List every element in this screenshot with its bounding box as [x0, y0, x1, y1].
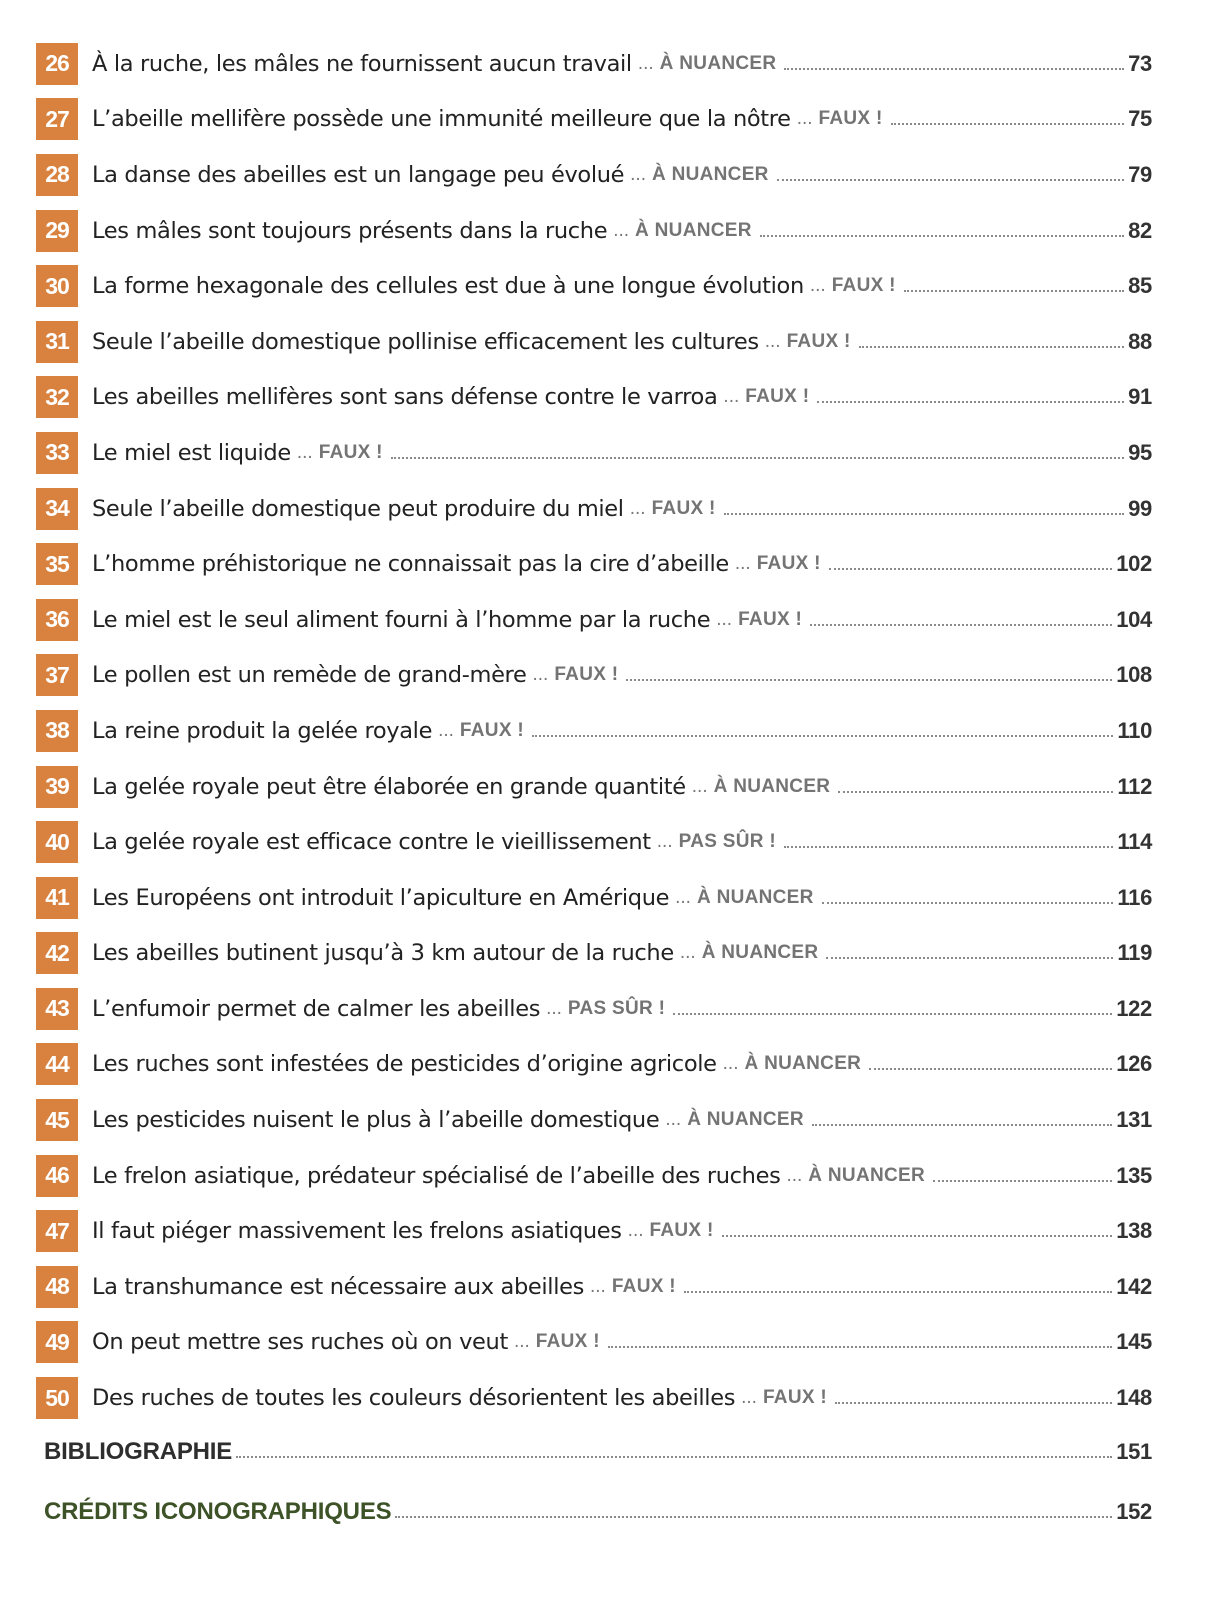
entry-verdict: FAUX !: [762, 1387, 828, 1409]
entry-ellipsis: ...: [546, 997, 562, 1019]
entry-number-badge: 43: [36, 988, 78, 1030]
dot-leader: [869, 1068, 1112, 1070]
entry-title: À la ruche, les mâles ne fournissent aucun travail: [92, 50, 632, 77]
entry-number-badge: 30: [36, 265, 78, 307]
entry-title: L’abeille mellifère possède une immunité meilleure que la nôtre: [92, 106, 791, 133]
entry-page-number: 99: [1128, 495, 1152, 521]
entry-verdict: PAS SÛR !: [567, 997, 666, 1019]
entry-number-badge: 46: [36, 1155, 78, 1197]
dot-leader: [236, 1456, 1112, 1458]
entry-verdict: À NUANCER: [687, 1109, 804, 1131]
entry-title: Les abeilles butinent jusqu’à 3 km autour de la ruche: [92, 940, 674, 967]
entry-verdict: FAUX !: [738, 608, 803, 630]
dot-leader: [722, 1235, 1113, 1237]
entry-title: Le pollen est un remède de grand-mère: [92, 662, 527, 689]
entry-verdict: À NUANCER: [701, 942, 819, 964]
entry-ellipsis: ...: [630, 163, 646, 185]
entry-title: La forme hexagonale des cellules est due à une longue évolution: [92, 273, 804, 300]
dot-leader: [829, 568, 1112, 570]
dot-leader: [684, 1291, 1112, 1293]
entry-number-badge: 32: [36, 376, 78, 418]
toc-entry[interactable]: [36, 258, 1152, 314]
entry-page-number: 110: [1117, 717, 1152, 743]
entry-title: Les ruches sont infestées de pesticides d’origine agricole: [92, 1051, 717, 1078]
entry-verdict: À NUANCER: [659, 52, 777, 74]
entry-number-badge: 36: [36, 599, 78, 641]
entry-page-number: 82: [1128, 217, 1152, 243]
toc-entry[interactable]: [36, 536, 1152, 592]
dot-leader: [933, 1180, 1112, 1182]
entry-number-badge: 42: [36, 932, 78, 974]
entry-title: Des ruches de toutes les couleurs désorientent les abeilles: [92, 1385, 736, 1412]
entry-number-badge: 37: [36, 654, 78, 696]
bibliography-page-number: 151: [1116, 1439, 1152, 1464]
toc-entry[interactable]: [36, 147, 1152, 203]
dot-leader: [760, 235, 1124, 237]
entry-number-badge: 27: [36, 98, 78, 140]
entry-ellipsis: ...: [532, 664, 549, 686]
entry-ellipsis: ...: [656, 831, 673, 853]
dot-leader: [822, 902, 1114, 904]
toc-entry[interactable]: [36, 1203, 1152, 1259]
dot-leader: [532, 735, 1113, 737]
entry-number-badge: 39: [36, 766, 78, 808]
credits-page-number: 152: [1116, 1499, 1152, 1524]
toc-entry[interactable]: [36, 1037, 1152, 1093]
entry-verdict: À NUANCER: [696, 886, 814, 908]
dot-leader: [817, 401, 1124, 403]
entry-verdict: FAUX !: [786, 330, 851, 352]
entry-page-number: 88: [1128, 328, 1152, 354]
entry-number-badge: 44: [36, 1043, 78, 1085]
entry-page-number: 104: [1116, 606, 1152, 632]
entry-ellipsis: ...: [438, 719, 454, 741]
toc-entry[interactable]: [36, 1315, 1152, 1371]
entry-ellipsis: ...: [796, 108, 813, 130]
toc-entry[interactable]: [36, 870, 1152, 926]
entry-verdict: À NUANCER: [713, 775, 831, 797]
dot-leader: [891, 123, 1125, 125]
entry-page-number: 112: [1117, 773, 1152, 799]
entry-number-badge: 34: [36, 488, 78, 530]
entry-number-badge: 50: [36, 1377, 78, 1419]
dot-leader: [835, 1402, 1112, 1404]
dot-leader: [395, 1516, 1112, 1518]
entry-number-badge: 47: [36, 1210, 78, 1252]
toc-entry[interactable]: [36, 648, 1152, 704]
entry-verdict: À NUANCER: [808, 1164, 925, 1186]
toc-entries: [36, 36, 1152, 1426]
dot-leader: [391, 457, 1124, 459]
entry-title: La danse des abeilles est un langage peu évolué: [92, 161, 625, 188]
toc-entry[interactable]: [36, 981, 1152, 1037]
entry-verdict: FAUX !: [756, 553, 821, 575]
toc-entry[interactable]: [36, 759, 1152, 815]
entry-verdict: FAUX !: [831, 275, 896, 297]
entry-title: Les pesticides nuisent le plus à l’abeille domestique: [92, 1107, 660, 1134]
entry-ellipsis: ...: [764, 330, 781, 352]
dot-leader: [826, 957, 1113, 959]
entry-verdict: FAUX !: [651, 497, 716, 519]
entry-page-number: 116: [1117, 884, 1152, 910]
entry-title: La gelée royale est efficace contre le vieillissement: [92, 829, 651, 856]
entry-verdict: FAUX !: [554, 664, 619, 686]
entry-ellipsis: ...: [723, 386, 740, 408]
dot-leader: [777, 179, 1124, 181]
dot-leader: [838, 791, 1113, 793]
entry-ellipsis: ...: [637, 52, 654, 74]
entry-title: Il faut piéger massivement les frelons asiatiques: [92, 1218, 622, 1245]
toc-entry[interactable]: [36, 926, 1152, 982]
entry-ellipsis: ...: [786, 1164, 803, 1186]
entry-ellipsis: ...: [675, 886, 691, 908]
entry-page-number: 85: [1128, 273, 1152, 299]
table-of-contents: [36, 36, 1152, 1426]
dot-leader: [784, 846, 1113, 848]
entry-number-badge: 33: [36, 432, 78, 474]
toc-entry[interactable]: [36, 425, 1152, 481]
entry-page-number: 79: [1128, 161, 1152, 187]
entry-title: Les mâles sont toujours présents dans la ruche: [92, 217, 608, 244]
toc-entry[interactable]: [36, 1148, 1152, 1204]
entry-page-number: 95: [1128, 439, 1152, 465]
entry-ellipsis: ...: [296, 441, 313, 463]
entry-title: L’homme préhistorique ne connaissait pas la cire d’abeille: [92, 551, 729, 578]
entry-title: La reine produit la gelée royale: [92, 717, 433, 744]
entry-number-badge: 49: [36, 1321, 78, 1363]
entry-ellipsis: ...: [665, 1109, 682, 1131]
entry-number-badge: 41: [36, 877, 78, 919]
entry-verdict: FAUX !: [745, 386, 810, 408]
toc-entry[interactable]: [36, 814, 1152, 870]
toc-entry[interactable]: [36, 1092, 1152, 1148]
toc-entry[interactable]: [36, 1370, 1152, 1426]
toc-entry[interactable]: [36, 370, 1152, 426]
entry-title: La transhumance est nécessaire aux abeilles: [92, 1273, 584, 1300]
bibliography-title: BIBLIOGRAPHIE: [44, 1438, 233, 1465]
entry-verdict: À NUANCER: [635, 219, 752, 241]
entry-page-number: 135: [1116, 1162, 1152, 1188]
entry-ellipsis: ...: [679, 942, 696, 964]
entry-title: Les Européens ont introduit l’apiculture en Amérique: [92, 884, 670, 911]
entry-title: Le miel est le seul aliment fourni à l’homme par la ruche: [92, 606, 711, 633]
entry-title: Le miel est liquide: [92, 439, 291, 466]
entry-verdict: FAUX !: [459, 719, 525, 741]
entry-title: Seule l’abeille domestique pollinise efficacement les cultures: [92, 328, 759, 355]
dot-leader: [608, 1346, 1112, 1348]
dot-leader: [724, 513, 1124, 515]
entry-verdict: PAS SÛR !: [678, 831, 776, 853]
entry-number-badge: 29: [36, 210, 78, 252]
entry-verdict: FAUX !: [535, 1331, 600, 1353]
entry-verdict: FAUX !: [318, 441, 383, 463]
entry-ellipsis: ...: [589, 1275, 606, 1297]
entry-number-badge: 28: [36, 154, 78, 196]
entry-number-badge: 26: [36, 43, 78, 85]
toc-entry[interactable]: [36, 1259, 1152, 1315]
toc-entry[interactable]: [36, 314, 1152, 370]
entry-ellipsis: ...: [513, 1331, 530, 1353]
credits-title: CRÉDITS ICONOGRAPHIQUES: [44, 1498, 392, 1525]
entry-page-number: 114: [1117, 829, 1152, 855]
entry-number-badge: 48: [36, 1266, 78, 1308]
entry-page-number: 148: [1116, 1385, 1152, 1411]
dot-leader: [812, 1124, 1112, 1126]
credits-entry[interactable]: [44, 1492, 1152, 1532]
toc-entry[interactable]: [36, 203, 1152, 259]
entry-number-badge: 38: [36, 710, 78, 752]
entry-page-number: 126: [1116, 1051, 1152, 1077]
entry-page-number: 142: [1116, 1273, 1152, 1299]
dot-leader: [810, 624, 1112, 626]
entry-page-number: 119: [1117, 940, 1152, 966]
entry-verdict: FAUX !: [818, 108, 883, 130]
entry-number-badge: 45: [36, 1099, 78, 1141]
entry-page-number: 75: [1128, 106, 1152, 132]
entry-title: La gelée royale peut être élaborée en grande quantité: [92, 773, 686, 800]
entry-ellipsis: ...: [722, 1053, 739, 1075]
entry-title: Le frelon asiatique, prédateur spécialisé de l’abeille des ruches: [92, 1162, 781, 1189]
dot-leader: [904, 290, 1124, 292]
dot-leader: [673, 1013, 1112, 1015]
entry-page-number: 91: [1128, 384, 1152, 410]
entry-ellipsis: ...: [691, 775, 708, 797]
entry-ellipsis: ...: [716, 608, 733, 630]
entry-title: Seule l’abeille domestique peut produire du miel: [92, 495, 624, 522]
toc-entry[interactable]: [36, 703, 1152, 759]
dot-leader: [859, 346, 1124, 348]
entry-ellipsis: ...: [734, 553, 751, 575]
dot-leader: [784, 68, 1124, 70]
entry-title: L’enfumoir permet de calmer les abeilles: [92, 995, 541, 1022]
entry-ellipsis: ...: [627, 1220, 644, 1242]
entry-ellipsis: ...: [613, 219, 630, 241]
entry-number-badge: 31: [36, 321, 78, 363]
entry-ellipsis: ...: [809, 275, 826, 297]
entry-page-number: 122: [1116, 995, 1152, 1021]
toc-entry[interactable]: [36, 92, 1152, 148]
entry-page-number: 102: [1116, 551, 1152, 577]
entry-verdict: À NUANCER: [744, 1053, 862, 1075]
entry-title: On peut mettre ses ruches où on veut: [92, 1329, 508, 1356]
entry-ellipsis: ...: [741, 1387, 757, 1409]
toc-entry[interactable]: [36, 592, 1152, 648]
entry-verdict: FAUX !: [649, 1220, 714, 1242]
entry-verdict: À NUANCER: [651, 163, 769, 185]
entry-page-number: 73: [1128, 50, 1152, 76]
toc-entry[interactable]: [36, 36, 1152, 92]
bibliography-entry[interactable]: [44, 1432, 1152, 1472]
entry-title: Les abeilles mellifères sont sans défense contre le varroa: [92, 384, 718, 411]
entry-number-badge: 40: [36, 821, 78, 863]
toc-entry[interactable]: [36, 481, 1152, 537]
entry-page-number: 131: [1116, 1107, 1152, 1133]
entry-page-number: 138: [1116, 1218, 1152, 1244]
entry-ellipsis: ...: [629, 497, 646, 519]
dot-leader: [626, 679, 1112, 681]
entry-page-number: 145: [1116, 1329, 1152, 1355]
entry-verdict: FAUX !: [611, 1275, 676, 1297]
entry-number-badge: 35: [36, 543, 78, 585]
entry-page-number: 108: [1116, 662, 1152, 688]
